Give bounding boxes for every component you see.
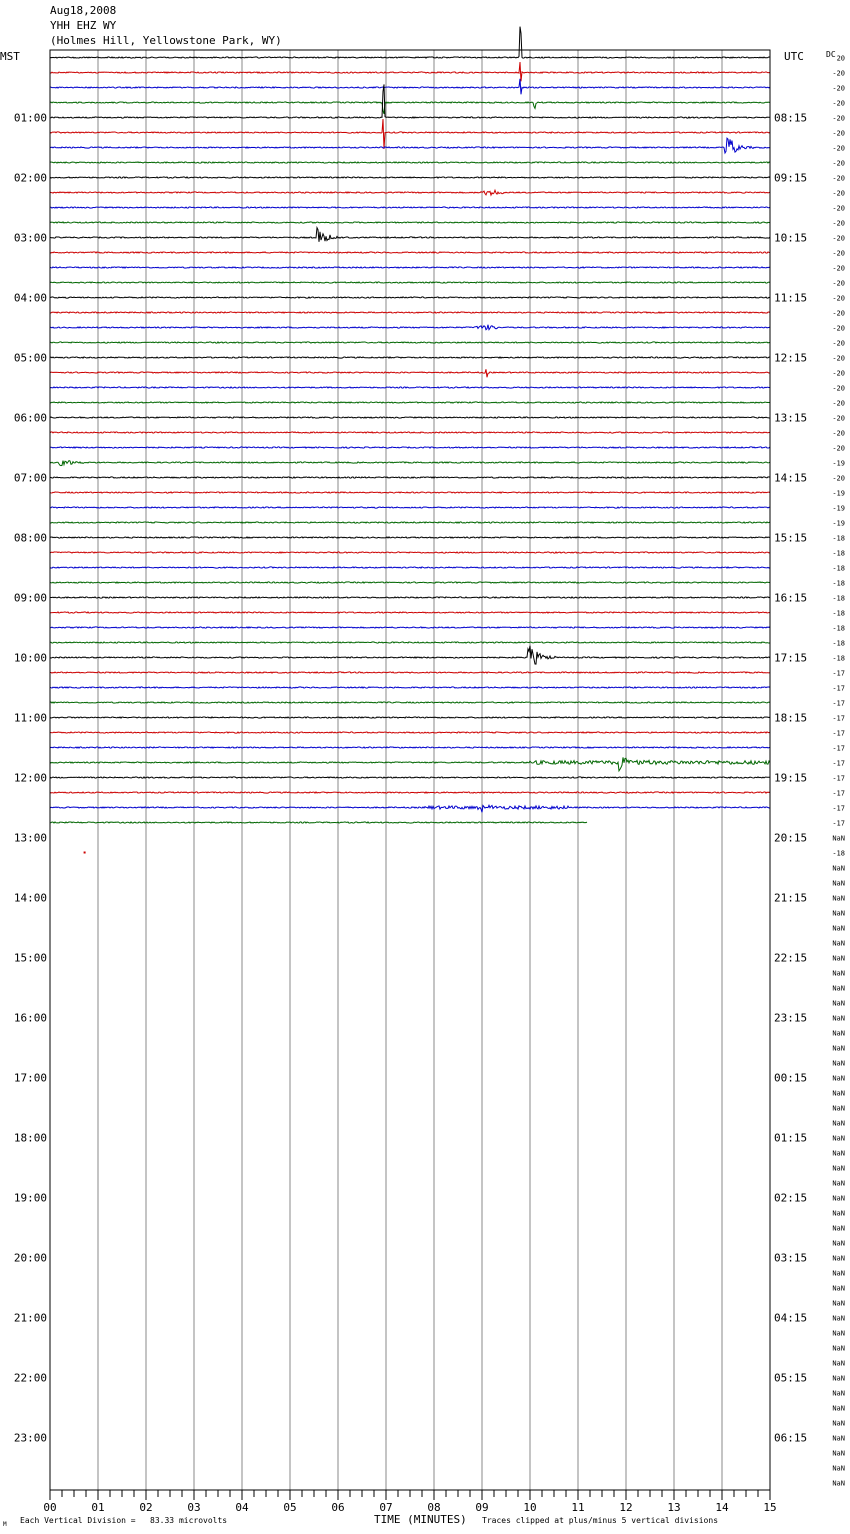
utc-hour-label: 01:15 (774, 1131, 808, 1145)
utc-hour-label: 12:15 (774, 351, 808, 365)
trace-row-26 (50, 447, 770, 448)
trace-row-14 (50, 267, 770, 268)
dc-offset-label: -18 (832, 594, 845, 603)
header-station: YHH EHZ WY (50, 19, 117, 32)
trace-row-36 (50, 597, 770, 598)
trace-row-29 (50, 492, 770, 493)
x-tick-label: 00 (43, 1501, 57, 1514)
dc-offset-label: NaN (832, 1194, 845, 1203)
trace-row-6 (50, 138, 770, 153)
trace-row-2 (50, 79, 770, 95)
dc-offset-label: -18 (832, 639, 845, 648)
dc-offset-label: -20 (832, 279, 845, 288)
trace-row-17 (50, 312, 770, 313)
dc-offset-label: -18 (832, 849, 845, 858)
trace-row-0 (50, 27, 770, 58)
dc-offset-label: -19 (832, 504, 845, 513)
mst-hour-label: 13:00 (13, 831, 47, 845)
utc-hour-label: 18:15 (774, 711, 808, 725)
dc-offset-label: -20 (832, 429, 845, 438)
trace-row-4 (50, 84, 770, 118)
trace-row-9 (50, 190, 770, 195)
utc-hour-label: 02:15 (774, 1191, 808, 1205)
trace-row-33 (50, 552, 770, 553)
dc-offset-label: -19 (832, 519, 845, 528)
x-tick-label: 07 (379, 1501, 393, 1514)
dc-offset-label: -20 (832, 294, 845, 303)
dc-offset-label: -20 (832, 369, 845, 378)
left-timezone-label: MST (0, 50, 20, 63)
mst-hour-label: 04:00 (13, 291, 47, 305)
trace-row-32 (50, 537, 770, 538)
header-date: Aug18,2008 (50, 4, 117, 17)
dc-offset-label: -20 (832, 219, 845, 228)
trace-row-51 (50, 822, 587, 823)
utc-hour-label: 19:15 (774, 771, 808, 785)
mst-hour-label: 02:00 (13, 171, 47, 185)
mst-hour-label: 12:00 (13, 771, 47, 785)
utc-hour-label: 23:15 (774, 1011, 808, 1025)
dc-offset-label: -20 (832, 174, 845, 183)
trace-row-18 (50, 325, 770, 330)
dc-offset-label: -20 (832, 234, 845, 243)
trace-row-49 (50, 792, 770, 793)
dc-offset-label: 20 (836, 54, 845, 63)
dc-offset-label: -17 (832, 819, 845, 828)
header-location: (Holmes Hill, Yellowstone Park, WY) (50, 34, 282, 47)
x-tick-label: 02 (139, 1501, 153, 1514)
dc-offset-label: NaN (832, 1374, 845, 1383)
utc-hour-label: 13:15 (774, 411, 808, 425)
dc-offset-label: -20 (832, 474, 845, 483)
dc-offset-label: -17 (832, 714, 845, 723)
trace-row-37 (50, 612, 770, 613)
dc-offset-label: -17 (832, 804, 845, 813)
mst-hour-label: 11:00 (13, 711, 47, 725)
dc-offset-label: NaN (832, 1014, 845, 1023)
utc-hour-label: 08:15 (774, 111, 808, 125)
mst-hour-label: 19:00 (13, 1191, 47, 1205)
trace-row-7 (50, 162, 770, 163)
mst-hour-label: 20:00 (13, 1251, 47, 1265)
trace-row-11 (50, 222, 770, 223)
dc-offset-label: NaN (832, 969, 845, 978)
time-axis-title: TIME (MINUTES) (374, 1513, 467, 1526)
utc-hour-label: 21:15 (774, 891, 808, 905)
dc-offset-label: NaN (832, 1164, 845, 1173)
trace-row-16 (50, 297, 770, 298)
x-tick-label: 09 (475, 1501, 489, 1514)
mst-hour-label: 18:00 (13, 1131, 47, 1145)
utc-hour-label: 06:15 (774, 1431, 808, 1445)
dc-offset-label: -18 (832, 579, 845, 588)
trace-row-40 (50, 646, 770, 664)
utc-hour-label: 16:15 (774, 591, 808, 605)
dc-offset-label: NaN (832, 1269, 845, 1278)
dc-offset-label: NaN (832, 1149, 845, 1158)
dc-offset-label: NaN (832, 924, 845, 933)
dc-offset-label: -19 (832, 459, 845, 468)
dc-offset-label: NaN (832, 1449, 845, 1458)
x-tick-label: 14 (715, 1501, 729, 1514)
mst-hour-label: 17:00 (13, 1071, 47, 1085)
dc-offset-label: -20 (832, 189, 845, 198)
dc-offset-label: NaN (832, 1074, 845, 1083)
trace-row-5 (50, 119, 770, 149)
trace-row-25 (50, 432, 770, 433)
mst-hour-label: 09:00 (13, 591, 47, 605)
dc-offset-label: NaN (832, 1359, 845, 1368)
dc-offset-label: NaN (832, 1299, 845, 1308)
dc-offset-label: NaN (832, 1284, 845, 1293)
trace-row-24 (50, 417, 770, 418)
trace-row-47 (50, 757, 770, 770)
x-tick-label: 08 (427, 1501, 441, 1514)
trace-row-20 (50, 357, 770, 358)
utc-hour-label: 15:15 (774, 531, 808, 545)
x-tick-label: 03 (187, 1501, 201, 1514)
utc-hour-label: 20:15 (774, 831, 808, 845)
trace-row-46 (50, 747, 770, 748)
utc-hour-label: 04:15 (774, 1311, 808, 1325)
dc-offset-label: -20 (832, 414, 845, 423)
utc-hour-label: 14:15 (774, 471, 808, 485)
dc-offset-label: NaN (832, 1464, 845, 1473)
mst-hour-label: 05:00 (13, 351, 47, 365)
dc-offset-label: -17 (832, 774, 845, 783)
dc-offset-label: -20 (832, 204, 845, 213)
dc-offset-label: NaN (832, 1434, 845, 1443)
dc-offset-label: -20 (832, 444, 845, 453)
axis-labels (14, 55, 845, 1515)
dc-offset-label: NaN (832, 1239, 845, 1248)
dc-offset-label: -20 (832, 354, 845, 363)
trace-row-27 (50, 461, 770, 466)
dc-offset-label: NaN (832, 1029, 845, 1038)
trace-row-23 (50, 402, 770, 403)
trace-row-41 (50, 672, 770, 673)
dc-offset-label: NaN (832, 1314, 845, 1323)
dc-offset-label: -20 (832, 324, 845, 333)
dc-offset-label: NaN (832, 864, 845, 873)
dc-offset-label: NaN (832, 1329, 845, 1338)
dc-offset-label: -17 (832, 684, 845, 693)
trace-row-43 (50, 702, 770, 703)
dc-offset-label: -17 (832, 759, 845, 768)
dc-offset-label: NaN (832, 1104, 845, 1113)
trace-row-38 (50, 627, 770, 628)
trace-row-39 (50, 642, 770, 643)
mst-hour-label: 14:00 (13, 891, 47, 905)
dc-offset-label: -19 (832, 489, 845, 498)
trace-row-1 (50, 62, 770, 81)
dc-offset-label: NaN (832, 1134, 845, 1143)
dc-offset-label: -18 (832, 549, 845, 558)
right-timezone-label: UTC (784, 50, 804, 63)
clip-note: Traces clipped at plus/minus 5 vertical divisions (482, 1516, 719, 1525)
dc-offset-label: NaN (832, 1059, 845, 1068)
dc-offset-label: NaN (832, 1404, 845, 1413)
dc-offset-label: -20 (832, 399, 845, 408)
mst-hour-label: 10:00 (13, 651, 47, 665)
mst-hour-label: 07:00 (13, 471, 47, 485)
dc-offset-label: NaN (832, 1389, 845, 1398)
x-tick-label: 10 (523, 1501, 537, 1514)
dc-offset-label: -20 (832, 84, 845, 93)
mst-hour-label: 16:00 (13, 1011, 47, 1025)
dc-offset-label: NaN (832, 1089, 845, 1098)
dc-offset-label: -18 (832, 624, 845, 633)
dc-offset-label: -17 (832, 744, 845, 753)
mst-hour-label: 15:00 (13, 951, 47, 965)
x-tick-label: 06 (331, 1501, 345, 1514)
x-tick-label: 15 (763, 1501, 777, 1514)
dc-offset-label: NaN (832, 1419, 845, 1428)
trace-row-8 (50, 177, 770, 178)
dc-offset-label: -20 (832, 99, 845, 108)
dc-offset-label: NaN (832, 1344, 845, 1353)
dc-offset-label: -17 (832, 699, 845, 708)
dc-offset-label: -20 (832, 339, 845, 348)
utc-hour-label: 17:15 (774, 651, 808, 665)
trace-row-44 (50, 717, 770, 718)
trace-row-22 (50, 387, 770, 388)
dc-offset-label: -20 (832, 384, 845, 393)
dc-offset-label: NaN (832, 894, 845, 903)
trace-row-42 (50, 687, 770, 688)
utc-hour-label: 10:15 (774, 231, 808, 245)
utc-hour-label: 03:15 (774, 1251, 808, 1265)
mst-hour-label: 23:00 (13, 1431, 47, 1445)
dc-offset-label: -20 (832, 264, 845, 273)
dc-offset-label: NaN (832, 909, 845, 918)
mst-hour-label: 01:00 (13, 111, 47, 125)
dc-offset-label: NaN (832, 1479, 845, 1488)
trace-row-28 (50, 477, 770, 478)
dc-offset-label: -18 (832, 609, 845, 618)
trace-row-13 (50, 252, 770, 253)
corner-mark: M (3, 1521, 7, 1528)
dc-offset-label: -20 (832, 159, 845, 168)
dc-offset-label: NaN (832, 954, 845, 963)
dc-offset-label: -20 (832, 249, 845, 258)
vertical-division-note: Each Vertical Division = 83.33 microvolts (20, 1516, 228, 1525)
utc-hour-label: 11:15 (774, 291, 808, 305)
dc-offset-label: NaN (832, 1119, 845, 1128)
trace-row-34 (50, 567, 770, 568)
utc-hour-label: 05:15 (774, 1371, 808, 1385)
x-tick-label: 05 (283, 1501, 297, 1514)
dc-offset-label: NaN (832, 879, 845, 888)
x-tick-label: 12 (619, 1501, 633, 1514)
dc-offset-label: -17 (832, 789, 845, 798)
utc-hour-label: 22:15 (774, 951, 808, 965)
dc-offset-label: -20 (832, 129, 845, 138)
dc-offset-label: -18 (832, 654, 845, 663)
stray-mark (84, 852, 86, 854)
x-tick-label: 13 (667, 1501, 681, 1514)
x-tick-label: 04 (235, 1501, 249, 1514)
trace-row-19 (50, 342, 770, 343)
dc-offset-label: -17 (832, 669, 845, 678)
trace-row-31 (50, 522, 770, 523)
dc-offset-label: NaN (832, 984, 845, 993)
mst-hour-label: 21:00 (13, 1311, 47, 1325)
dc-offset-label: -17 (832, 729, 845, 738)
mst-hour-label: 06:00 (13, 411, 47, 425)
trace-row-50 (50, 805, 770, 812)
trace-row-12 (50, 228, 770, 242)
trace-row-45 (50, 732, 770, 733)
plot-frame (50, 50, 770, 1490)
dc-offset-label: NaN (832, 1224, 845, 1233)
mst-hour-label: 22:00 (13, 1371, 47, 1385)
dc-offset-label: NaN (832, 1044, 845, 1053)
mst-hour-label: 08:00 (13, 531, 47, 545)
minute-gridlines (98, 50, 722, 1490)
x-tick-label: 11 (571, 1501, 585, 1514)
dc-offset-label: NaN (832, 1254, 845, 1263)
dc-offset-label: -20 (832, 69, 845, 78)
trace-row-48 (50, 777, 770, 778)
utc-hour-label: 09:15 (774, 171, 808, 185)
mst-hour-label: 03:00 (13, 231, 47, 245)
dc-offset-label: NaN (832, 939, 845, 948)
dc-offset-label: NaN (832, 1179, 845, 1188)
trace-row-10 (50, 207, 770, 208)
dc-label: DC (826, 50, 836, 59)
trace-row-21 (50, 369, 770, 377)
dc-offset-label: NaN (832, 834, 845, 843)
seismic-traces (50, 27, 770, 854)
dc-offset-label: NaN (832, 999, 845, 1008)
dc-offset-label: -18 (832, 534, 845, 543)
trace-row-30 (50, 507, 770, 508)
x-tick-label: 01 (91, 1501, 105, 1514)
dc-offset-label: -20 (832, 309, 845, 318)
trace-row-3 (50, 102, 770, 114)
dc-offset-label: -20 (832, 144, 845, 153)
trace-row-15 (50, 282, 770, 283)
dc-offset-label: -20 (832, 114, 845, 123)
dc-offset-label: -18 (832, 564, 845, 573)
trace-row-35 (50, 582, 770, 583)
dc-offset-label: NaN (832, 1209, 845, 1218)
utc-hour-label: 00:15 (774, 1071, 808, 1085)
